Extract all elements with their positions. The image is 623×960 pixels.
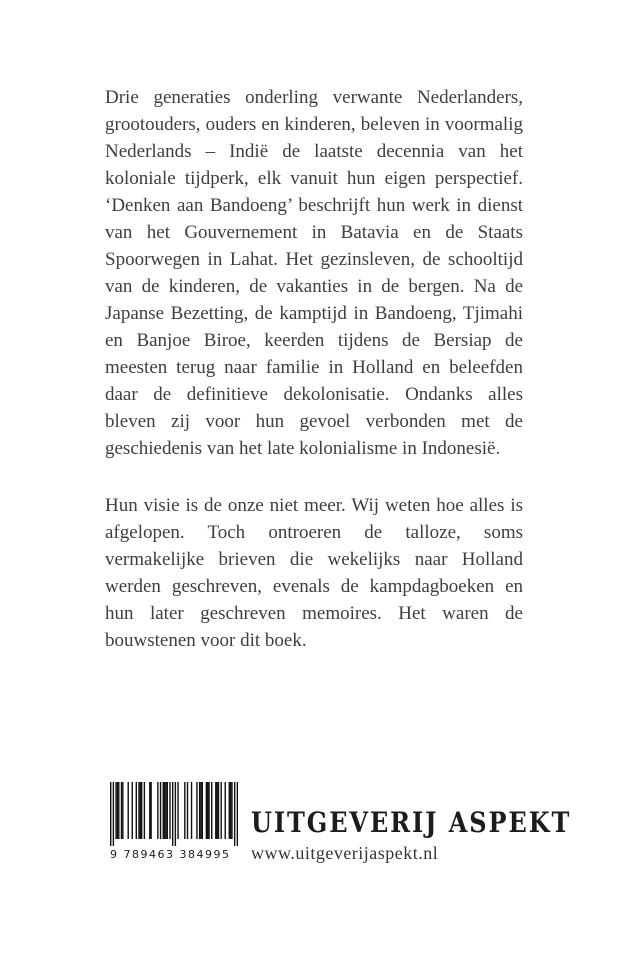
blurb-paragraph-2: Hun visie is de onze niet meer. Wij weten hoe alles is afgelopen. Toch ontroeren de talloze, soms vermakelijke brieven die wekelijks naar Holland werden geschreven, evenals de kampdagboeken en hun later geschreven memoires. Het waren de bouwstenen voor dit boek. [105, 495, 523, 651]
barcode-bars [110, 782, 238, 846]
barcode [110, 782, 238, 861]
barcode-number: 9 789463 384995 [110, 848, 231, 861]
publisher-logo: UITGEVERIJ ASPEKT [251, 806, 572, 839]
blurb-paragraph-1: Drie generaties onderling verwante Nederlanders, grootouders, ouders en kinderen, beleven in voormalig Nederlands – Indië de laatste decennia van het koloniale tijdperk, elk vanuit hun eigen perspectief. ‘Denken aan Bandoeng’ beschrijft hun werk in dienst van het Gouvernement in Batavia en de Staats Spoorwegen in Lahat. Het gezinsleven, de schooltijd van de kinderen, de vakanties in de bergen. Na de Japanse Bezetting, de kamptijd in Bandoeng, Tjimahi en Banjoe Biroe, keerden tijdens de Bersiap de meesten terug naar familie in Holland en beleefden daar de definitieve dekolonisatie. Ondanks alles bleven zij voor hun gevoel verbonden met de geschiedenis van het late kolonialisme in Indonesië. [105, 87, 523, 459]
back-cover-blurb [105, 84, 523, 654]
publisher-website: www.uitgeverijaspekt.nl [251, 843, 439, 863]
publisher-block [251, 808, 585, 864]
